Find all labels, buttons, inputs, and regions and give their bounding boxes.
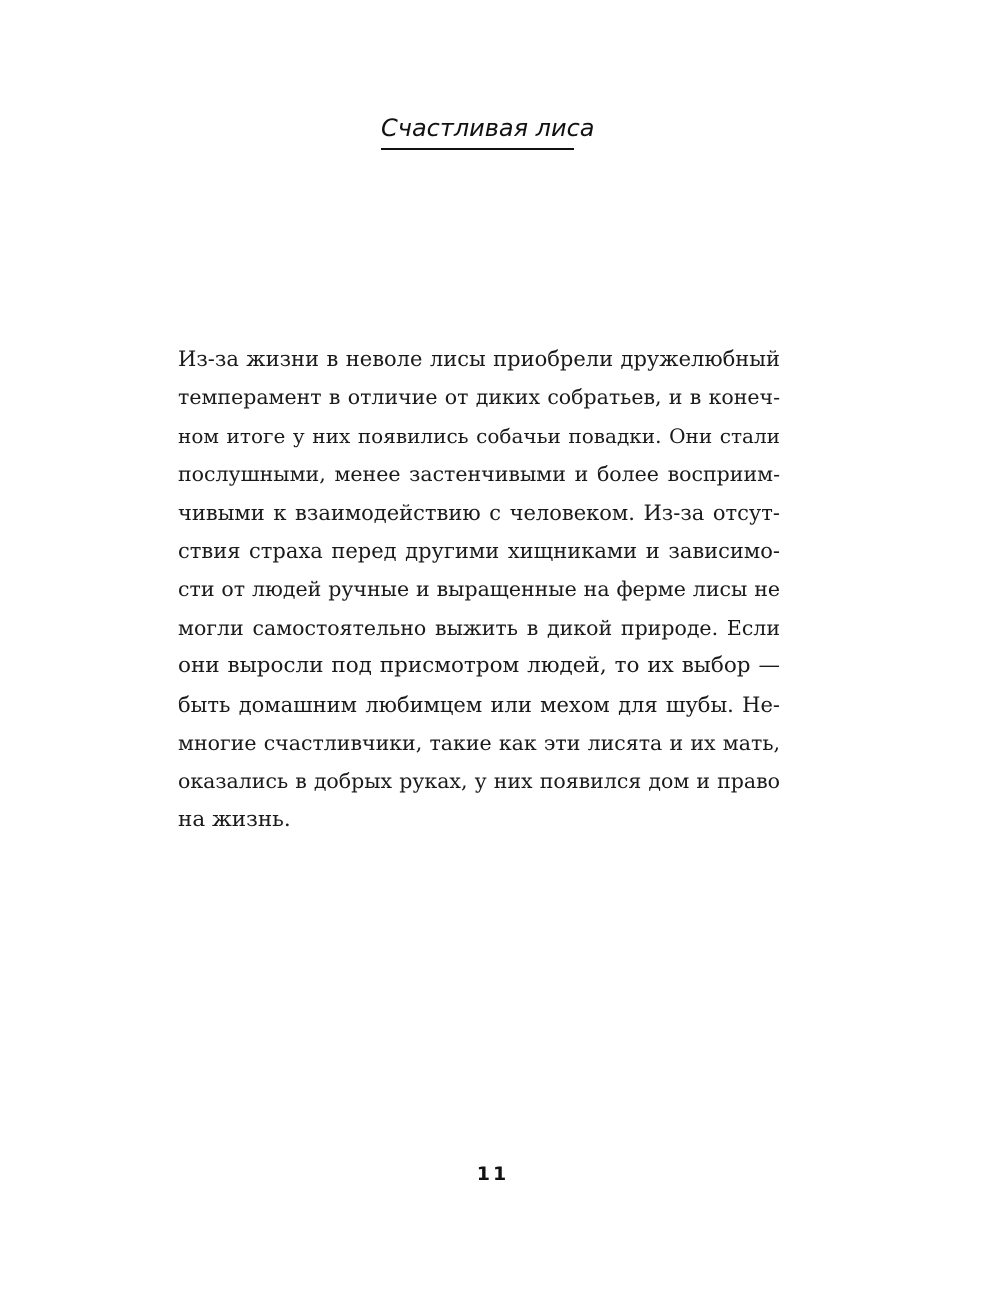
text-line: сти от людей ручные и выращенные на ферме лисы не bbox=[178, 577, 780, 602]
text-line: темперамент в отличие от диких собратьев, и в конеч- bbox=[178, 385, 780, 410]
text-line-last: на жизнь. bbox=[178, 806, 291, 832]
text-line: оказались в добрых руках, у них появился дом и право bbox=[178, 769, 780, 794]
text-line: ном итоге у них появились собачьи повадки. Они стали bbox=[178, 423, 780, 448]
text-line: ствия страха перед другими хищниками и зависимо- bbox=[178, 538, 780, 563]
header-underline bbox=[381, 148, 574, 150]
page-number: 11 bbox=[476, 1163, 510, 1185]
text-line: они выросли под присмотром людей, то их выбор — bbox=[178, 653, 780, 679]
text-line: чивыми к взаимодействию с человеком. Из-за отсут- bbox=[178, 500, 780, 525]
text-line: многие счастливчики, такие как эти лисята и их мать, bbox=[178, 730, 780, 755]
text-line: послушными, менее застенчивыми и более восприим- bbox=[178, 462, 780, 487]
text-line: могли самостоятельно выжить в дикой природе. Если bbox=[178, 615, 780, 640]
running-header bbox=[381, 112, 595, 152]
text-line: быть домашним любимцем или мехом для шубы. Не- bbox=[178, 692, 780, 717]
body-paragraph bbox=[178, 340, 780, 839]
text-line: Из-за жизни в неволе лисы приобрели дружелюбный bbox=[178, 347, 780, 371]
running-header-title: Счастливая лиса bbox=[381, 114, 595, 142]
